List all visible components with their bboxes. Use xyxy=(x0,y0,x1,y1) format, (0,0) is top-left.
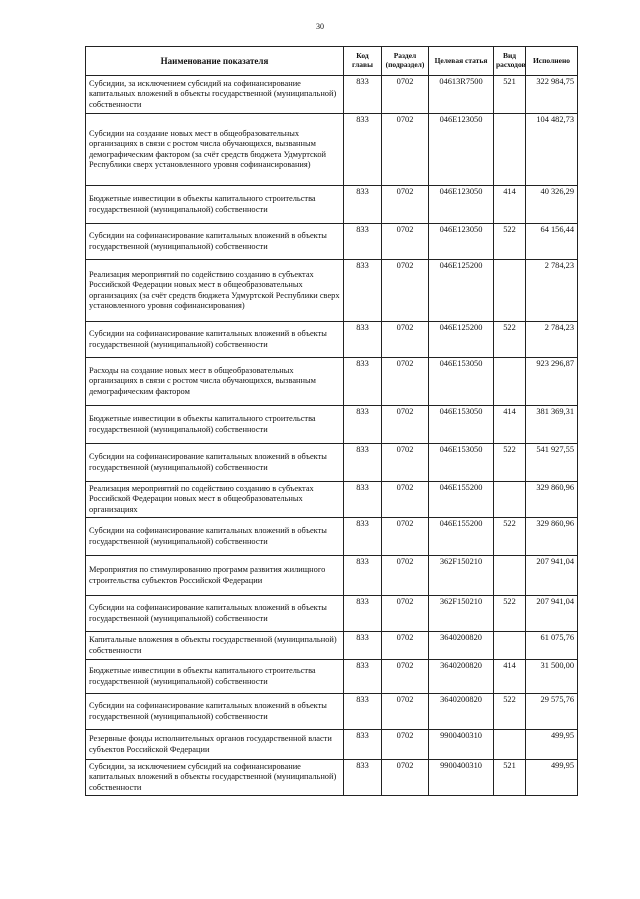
table-row xyxy=(86,632,578,660)
row-amount: 104 482,73 xyxy=(526,114,578,186)
row-section: 0702 xyxy=(382,730,429,760)
row-amount: 499,95 xyxy=(526,760,578,796)
row-name: Субсидии на софинансирование капитальных вложений в объекты государственной (муниципальной) собственности xyxy=(86,596,344,632)
table-row xyxy=(86,358,578,406)
row-section: 0702 xyxy=(382,406,429,444)
row-code: 833 xyxy=(344,444,382,482)
row-name: Субсидии, за исключением субсидий на софинансирование капитальных вложений в объекты государственной (муниципальной) собственности xyxy=(86,760,344,796)
row-name: Реализация мероприятий по содействию созданию в субъектах Российской Федерации новых мест в общеобразовательных организациях (за счёт средств бюджета Удмуртской Республики сверх установленного уровня софинансирования) xyxy=(86,260,344,322)
row-amount: 329 860,96 xyxy=(526,518,578,556)
row-amount: 61 075,76 xyxy=(526,632,578,660)
row-section: 0702 xyxy=(382,76,429,114)
row-name: Бюджетные инвестиции в объекты капитального строительства государственной (муниципальной) собственности xyxy=(86,660,344,694)
row-name: Субсидии на софинансирование капитальных вложений в объекты государственной (муниципальной) собственности xyxy=(86,518,344,556)
row-type xyxy=(494,358,526,406)
row-amount: 923 296,87 xyxy=(526,358,578,406)
row-amount: 64 156,44 xyxy=(526,224,578,260)
row-amount: 207 941,04 xyxy=(526,556,578,596)
row-code: 833 xyxy=(344,760,382,796)
header-section: Раздел (подраздел) xyxy=(382,47,429,76)
row-name: Субсидии, за исключением субсидий на софинансирование капитальных вложений в объекты государственной (муниципальной) собственности xyxy=(86,76,344,114)
row-article: 3640200820 xyxy=(429,632,494,660)
row-type xyxy=(494,114,526,186)
row-code: 833 xyxy=(344,260,382,322)
table-row xyxy=(86,518,578,556)
row-article: 046E153050 xyxy=(429,444,494,482)
row-code: 833 xyxy=(344,482,382,518)
row-type: 522 xyxy=(494,444,526,482)
row-name: Расходы на создание новых мест в общеобразовательных организациях в связи с ростом числа обучающихся, вызванным демографическим фактором xyxy=(86,358,344,406)
table-row xyxy=(86,186,578,224)
row-type: 414 xyxy=(494,186,526,224)
row-code: 833 xyxy=(344,660,382,694)
row-article: 9900400310 xyxy=(429,730,494,760)
row-code: 833 xyxy=(344,322,382,358)
table-row xyxy=(86,114,578,186)
row-article: 046E153050 xyxy=(429,406,494,444)
table-row xyxy=(86,660,578,694)
row-type: 522 xyxy=(494,518,526,556)
row-name: Субсидии на софинансирование капитальных вложений в объекты государственной (муниципальной) собственности xyxy=(86,444,344,482)
row-name: Субсидии на софинансирование капитальных вложений в объекты государственной (муниципальной) собственности xyxy=(86,322,344,358)
row-section: 0702 xyxy=(382,322,429,358)
row-amount: 2 784,23 xyxy=(526,260,578,322)
row-article: 362F150210 xyxy=(429,596,494,632)
row-code: 833 xyxy=(344,186,382,224)
row-article: 362F150210 xyxy=(429,556,494,596)
row-name: Реализация мероприятий по содействию созданию в субъектах Российской Федерации новых мест в общеобразовательных организациях xyxy=(86,482,344,518)
row-article: 3640200820 xyxy=(429,694,494,730)
row-type: 522 xyxy=(494,596,526,632)
row-article: 046E123050 xyxy=(429,114,494,186)
row-code: 833 xyxy=(344,730,382,760)
row-code: 833 xyxy=(344,556,382,596)
expenditure-table xyxy=(85,46,578,796)
row-name: Резервные фонды исполнительных органов государственной власти субъектов Российской Федерации xyxy=(86,730,344,760)
table-row xyxy=(86,322,578,358)
row-section: 0702 xyxy=(382,694,429,730)
row-amount: 31 500,00 xyxy=(526,660,578,694)
row-amount: 2 784,23 xyxy=(526,322,578,358)
row-code: 833 xyxy=(344,632,382,660)
row-name: Мероприятия по стимулированию программ развития жилищного строительства субъектов Российской Федерации xyxy=(86,556,344,596)
row-code: 833 xyxy=(344,518,382,556)
row-name: Субсидии на софинансирование капитальных вложений в объекты государственной (муниципальной) собственности xyxy=(86,224,344,260)
row-article: 046E155200 xyxy=(429,518,494,556)
row-amount: 207 941,04 xyxy=(526,596,578,632)
row-article: 046E125200 xyxy=(429,260,494,322)
row-article: 9900400310 xyxy=(429,760,494,796)
row-section: 0702 xyxy=(382,518,429,556)
row-type: 522 xyxy=(494,694,526,730)
row-section: 0702 xyxy=(382,482,429,518)
row-code: 833 xyxy=(344,694,382,730)
row-type: 521 xyxy=(494,760,526,796)
row-amount: 40 326,29 xyxy=(526,186,578,224)
header-code: Код главы xyxy=(344,47,382,76)
row-amount: 29 575,76 xyxy=(526,694,578,730)
row-type: 522 xyxy=(494,322,526,358)
row-section: 0702 xyxy=(382,444,429,482)
table-row xyxy=(86,224,578,260)
table-row xyxy=(86,694,578,730)
row-name: Капитальные вложения в объекты государственной (муниципальной) собственности xyxy=(86,632,344,660)
row-section: 0702 xyxy=(382,114,429,186)
header-executed: Исполнено xyxy=(526,47,578,76)
header-name: Наименование показателя xyxy=(86,47,344,76)
row-section: 0702 xyxy=(382,632,429,660)
row-type xyxy=(494,730,526,760)
table-row xyxy=(86,444,578,482)
row-name: Бюджетные инвестиции в объекты капитального строительства государственной (муниципальной) собственности xyxy=(86,406,344,444)
row-article: 3640200820 xyxy=(429,660,494,694)
page-number: 30 xyxy=(316,22,324,31)
row-amount: 322 984,75 xyxy=(526,76,578,114)
row-type: 521 xyxy=(494,76,526,114)
row-section: 0702 xyxy=(382,760,429,796)
row-amount: 381 369,31 xyxy=(526,406,578,444)
table-row xyxy=(86,730,578,760)
table-row xyxy=(86,596,578,632)
table-row xyxy=(86,406,578,444)
row-code: 833 xyxy=(344,358,382,406)
row-article: 046E123050 xyxy=(429,186,494,224)
table-header-row xyxy=(86,47,578,76)
row-type: 414 xyxy=(494,660,526,694)
row-name: Бюджетные инвестиции в объекты капитального строительства государственной (муниципальной) собственности xyxy=(86,186,344,224)
row-code: 833 xyxy=(344,596,382,632)
row-section: 0702 xyxy=(382,186,429,224)
table-row xyxy=(86,556,578,596)
row-article: 04613R7500 xyxy=(429,76,494,114)
row-article: 046E155200 xyxy=(429,482,494,518)
row-amount: 499,95 xyxy=(526,730,578,760)
row-article: 046E125200 xyxy=(429,322,494,358)
row-type xyxy=(494,482,526,518)
row-article: 046E153050 xyxy=(429,358,494,406)
row-section: 0702 xyxy=(382,260,429,322)
row-section: 0702 xyxy=(382,596,429,632)
row-amount: 329 860,96 xyxy=(526,482,578,518)
row-type xyxy=(494,556,526,596)
row-type: 414 xyxy=(494,406,526,444)
row-type xyxy=(494,260,526,322)
table-row xyxy=(86,76,578,114)
header-type: Вид расходов xyxy=(494,47,526,76)
row-type xyxy=(494,632,526,660)
row-section: 0702 xyxy=(382,660,429,694)
table-row xyxy=(86,260,578,322)
row-article: 046E123050 xyxy=(429,224,494,260)
row-section: 0702 xyxy=(382,358,429,406)
row-section: 0702 xyxy=(382,224,429,260)
row-code: 833 xyxy=(344,114,382,186)
row-code: 833 xyxy=(344,224,382,260)
row-name: Субсидии на создание новых мест в общеобразовательных организациях в связи с ростом числа обучающихся, вызванным демографическим фактором (за счёт средств бюджета Удмуртской Республики сверх установленного уровня софинансирования) xyxy=(86,114,344,186)
header-article: Целевая статья xyxy=(429,47,494,76)
row-name: Субсидии на софинансирование капитальных вложений в объекты государственной (муниципальной) собственности xyxy=(86,694,344,730)
row-code: 833 xyxy=(344,76,382,114)
table-row xyxy=(86,760,578,796)
row-type: 522 xyxy=(494,224,526,260)
row-section: 0702 xyxy=(382,556,429,596)
row-amount: 541 927,55 xyxy=(526,444,578,482)
row-code: 833 xyxy=(344,406,382,444)
table-row xyxy=(86,482,578,518)
